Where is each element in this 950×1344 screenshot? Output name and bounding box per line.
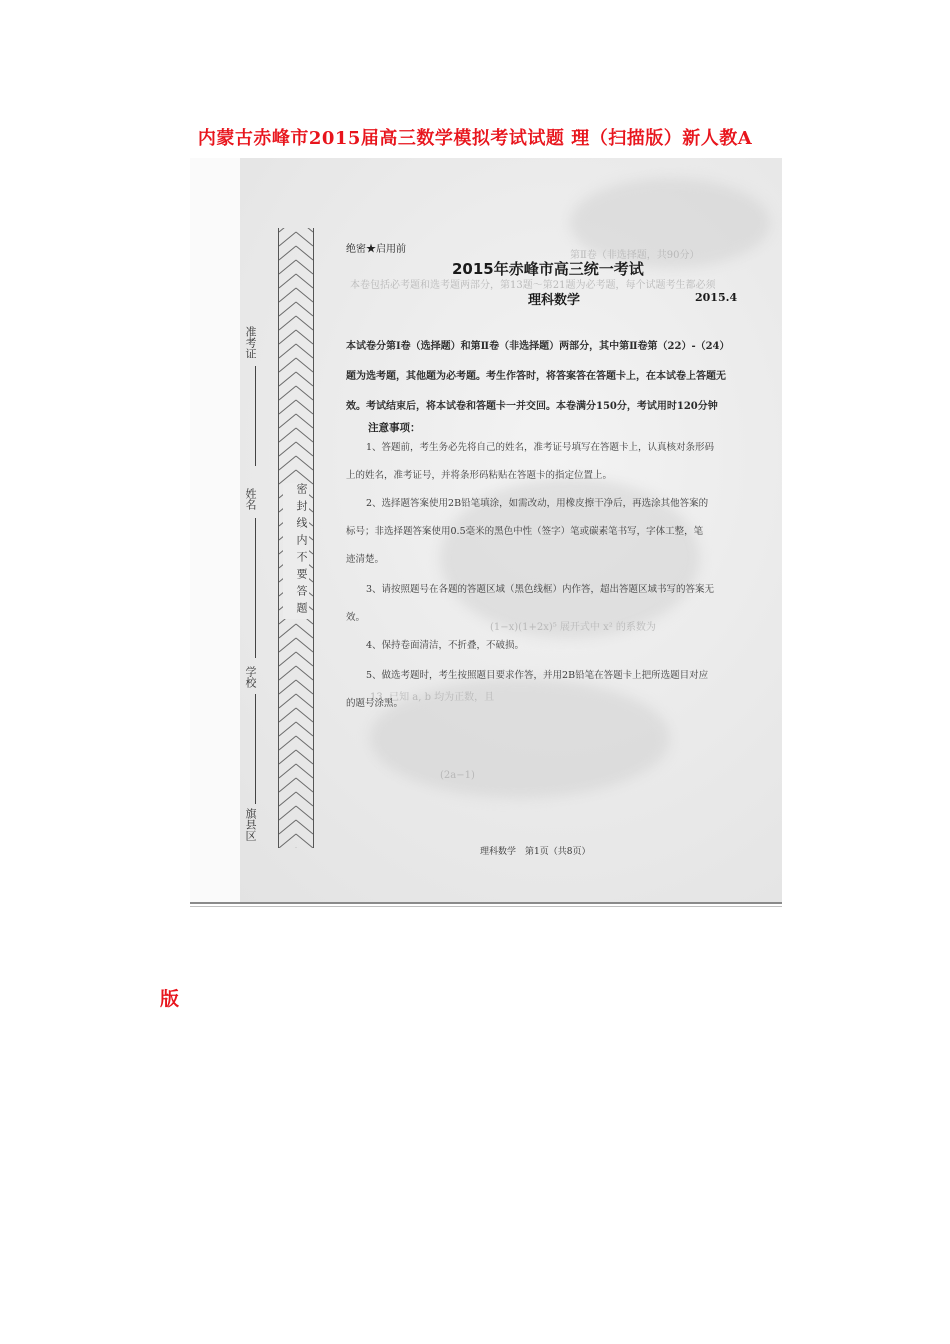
note-line: 迹清楚。 <box>346 554 385 565</box>
page-footer: 理科数学 第1页（共8页） <box>480 847 591 857</box>
bleed-through-text: 第Ⅱ卷（非选择题，共90分） <box>570 250 700 261</box>
document-title-continuation: 版 <box>160 988 180 1010</box>
side-field-exam-id: 准考证 <box>244 326 257 359</box>
note-line: 的题号涂黑。 <box>346 698 404 709</box>
bleed-through-text: 本卷包括必考题和选考题两部分，第13题～第21题为必考题，每个试题考生都必须 <box>350 280 716 291</box>
side-field-school: 学校 <box>244 666 257 688</box>
exam-title: 2015年赤峰市高三统一考试 <box>452 260 644 278</box>
side-field-district: 旗县区 <box>244 808 257 841</box>
document-title: 内蒙古赤峰市2015届高三数学模拟考试试题 理（扫描版）新人教A <box>197 128 753 149</box>
note-line: 4、保持卷面清洁，不折叠，不破损。 <box>366 640 525 651</box>
side-field-name: 姓名 <box>244 488 257 510</box>
intro-line: 效。考试结束后，将本试卷和答题卡一并交回。本卷满分150分，考试用时120分钟 <box>346 401 718 412</box>
side-field-line <box>255 694 256 804</box>
exam-subject: 理科数学 <box>528 293 581 308</box>
binding-strip <box>278 228 314 848</box>
scanned-exam-page <box>190 158 782 902</box>
note-line: 效。 <box>346 612 366 623</box>
note-line: 2、选择题答案使用2B铅笔填涂，如需改动，用橡皮擦干净后，再选涂其他答案的 <box>366 498 709 509</box>
bleed-through-text: 13. 已知 a, b 均为正数，且 <box>370 692 495 703</box>
scan-margin <box>190 158 240 902</box>
exam-date: 2015.4 <box>695 291 738 304</box>
note-line: 5、做选考题时，考生按照题目要求作答，并用2B铅笔在答题卡上把所选题目对应 <box>366 670 709 681</box>
note-line: 3、请按照题号在各题的答题区域（黑色线框）内作答，超出答题区域书写的答案无 <box>366 584 715 595</box>
scan-edge-line <box>190 902 782 904</box>
intro-line: 题为选考题，其他题为必考题。考生作答时，将答案答在答题卡上，在本试卷上答题无 <box>346 371 726 382</box>
intro-line: 本试卷分第Ⅰ卷（选择题）和第Ⅱ卷（非选择题）两部分，其中第Ⅱ卷第（22）-（24） <box>346 341 730 352</box>
bleed-through-text: (1−x)(1+2x)⁵ 展开式中 x² 的系数为 <box>490 622 656 633</box>
side-field-line <box>255 518 256 658</box>
bleed-through-text: (2a−1) <box>440 770 475 781</box>
note-line: 1、答题前，考生务必先将自己的姓名，准考证号填写在答题卡上，认真核对条形码 <box>366 442 715 453</box>
side-field-line <box>255 366 256 466</box>
note-line: 上的姓名，准考证号，并将条形码粘贴在答题卡的指定位置上。 <box>346 470 613 481</box>
notice-heading: 注意事项： <box>368 422 421 434</box>
note-line: 标号；非选择题答案使用0.5毫米的黑色中性（签字）笔或碳素笔书写，字体工整，笔 <box>346 526 704 537</box>
secret-mark: 绝密★启用前 <box>346 244 406 255</box>
scan-edge-line <box>190 906 782 907</box>
binding-warning-text: 密封线内不要答题 <box>283 483 309 619</box>
